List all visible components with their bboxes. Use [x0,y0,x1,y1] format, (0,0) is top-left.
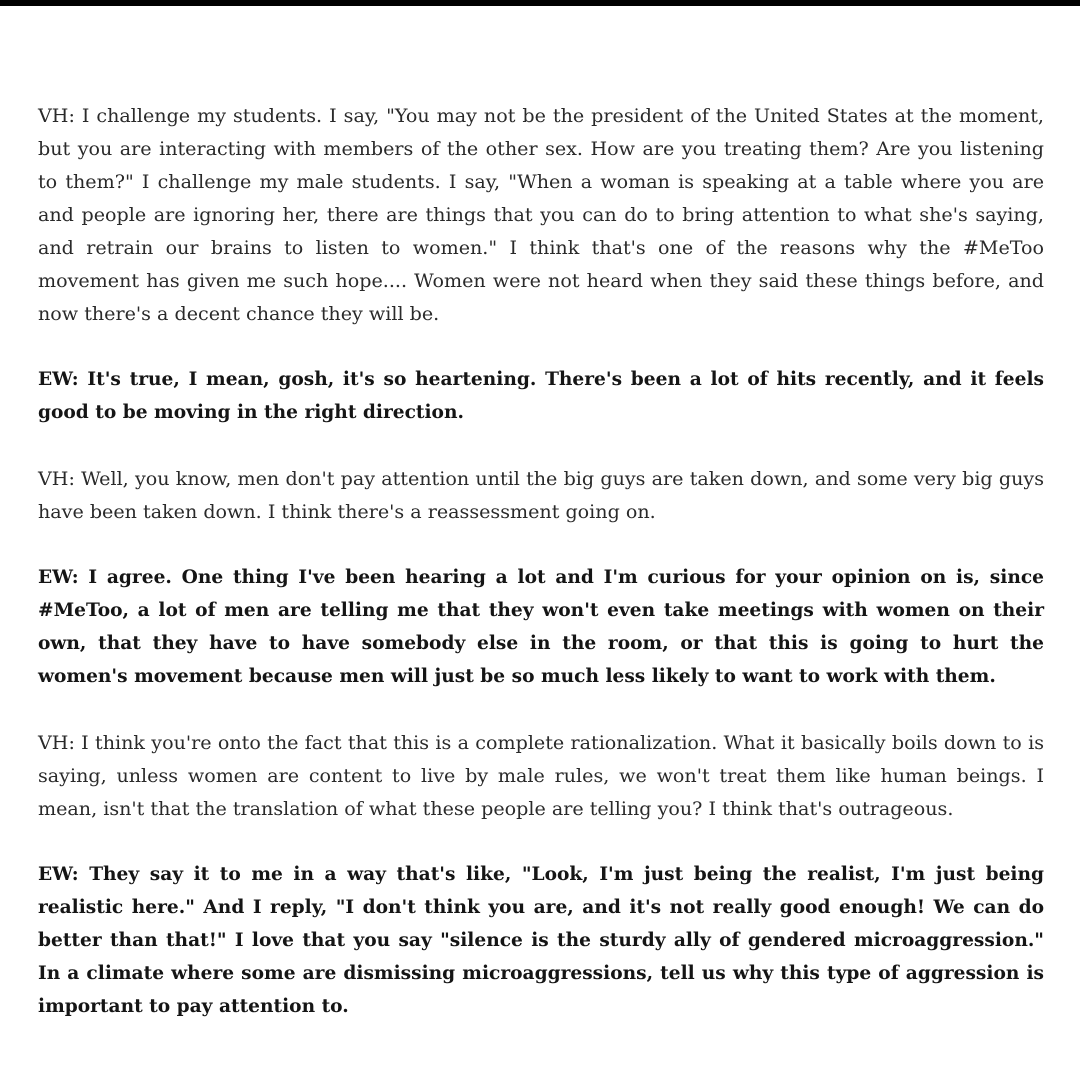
interview-transcript [38,99,1044,1023]
paragraph-vh-1: VH: I challenge my students. I say, "You may not be the president of the United States at the moment, but you are interacting with members of the other sex. How are you treating them? Are you listening to them?" I challenge my male students. I say, "When a woman is speaking at a table where you are and people are ignoring her, there are things that you can do to bring attention to what she's saying, and retrain our brains to listen to women." I think that's one of the reasons why the #MeToo movement has given me such hope.... Women were not heard when they said these things before, and now there's a decent chance they will be. [38,104,1044,325]
paragraph-vh-2: VH: Well, you know, men don't pay attention until the big guys are taken down, and some very big guys have been taken down. I think there's a reassessment going on. [38,467,1044,523]
top-border-bar [0,0,1080,6]
paragraph-ew-2: EW: I agree. One thing I've been hearing a lot and I'm curious for your opinion on is, since #MeToo, a lot of men are telling me that they won't even take meetings with women on their own, that they have to have somebody else in the room, or that this is going to hurt the women's movement because men will just be so much less likely to want to work with them. [38,567,1044,687]
paragraph-vh-3: VH: I think you're onto the fact that this is a complete rationalization. What it basically boils down to is saying, unless women are content to live by male rules, we won't treat them like human beings. I mean, isn't that the translation of what these people are telling you? I think that's outrageous. [38,731,1044,820]
paragraph-ew-1: EW: It's true, I mean, gosh, it's so heartening. There's been a lot of hits recently, and it feels good to be moving in the right direction. [38,369,1044,423]
paragraph-ew-3: EW: They say it to me in a way that's like, "Look, I'm just being the realist, I'm just being realistic here." And I reply, "I don't think you are, and it's not really good enough! We can do better than that!" I love that you say "silence is the sturdy ally of gendered microaggression." In a climate where some are dismissing microaggressions, tell us why this type of aggression is important to pay attention to. [38,864,1044,1017]
